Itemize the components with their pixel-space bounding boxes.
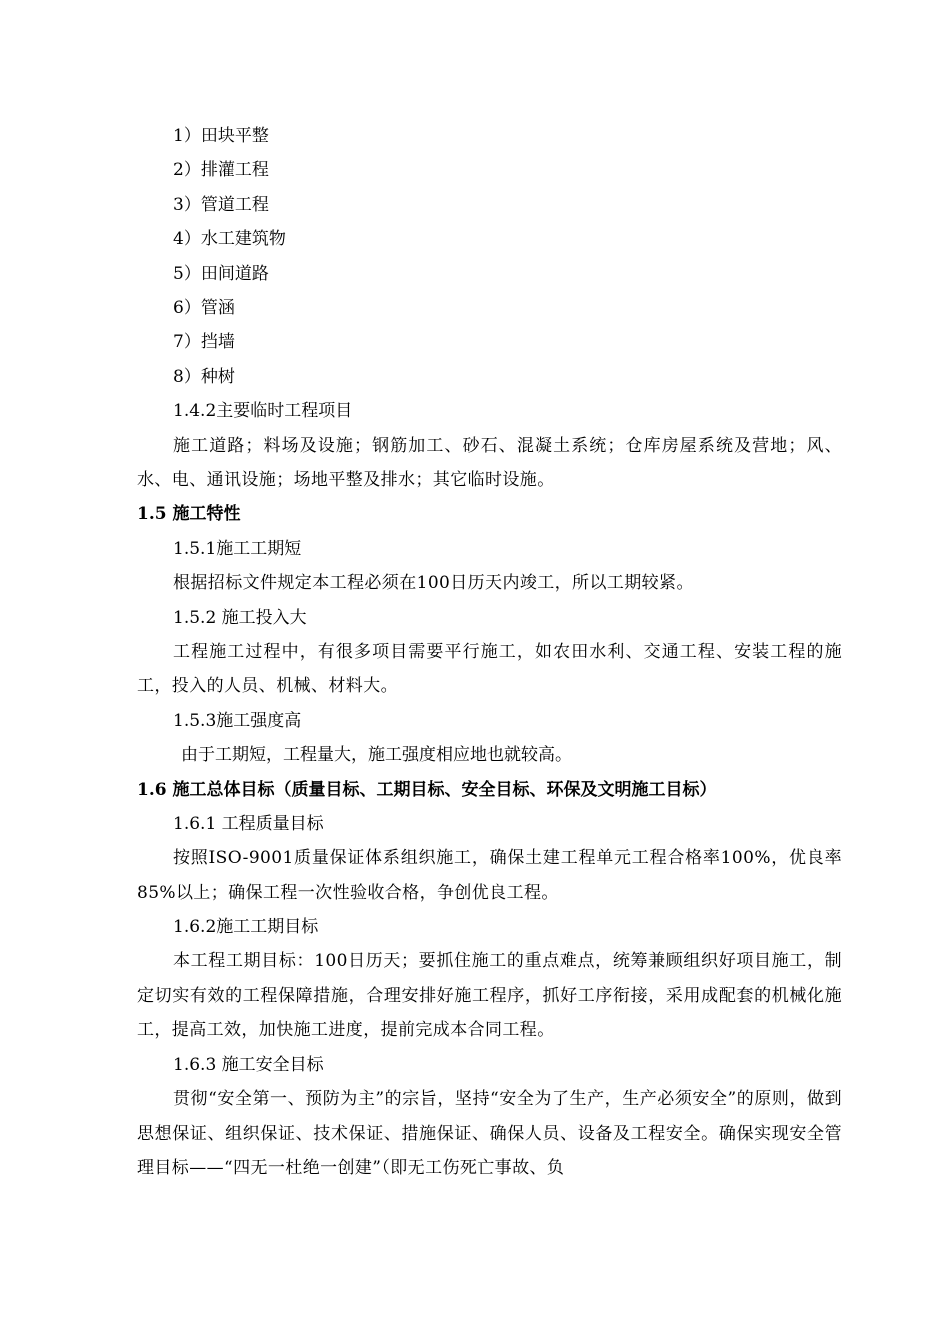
paragraph-temporary-works: 施工道路；料场及设施；钢筋加工、砂石、混凝土系统；仓库房屋系统及营地；风、水、电、通讯设施；场地平整及排水；其它临时设施。 [137,435,842,490]
paragraph-quality-goal: 按照ISO-9001质量保证体系组织施工，确保土建工程单元工程合格率100%，优良率85%以上；确保工程一次性验收合格，争创优良工程。 [137,848,842,903]
list-item: 3）管道工程 [173,194,269,215]
paragraph-schedule-goal: 本工程工期目标：100日历天；要抓住施工的重点难点，统筹兼顾组织好项目施工，制定切实有效的工程保障措施，合理安排好施工程序，抓好工序衔接，采用成配套的机械化施工，提高工效，加快施工进度，提前完成本合同工程。 [137,951,842,1041]
list-item: 7）挡墙 [173,332,235,353]
list-item: 2）排灌工程 [173,160,269,181]
list-item: 1）田块平整 [173,126,269,146]
subsection-title-1-4-2: 1.4.2主要临时工程项目 [173,401,353,422]
section-heading-1-6: 1.6 施工总体目标（质量目标、工期目标、安全目标、环保及文明施工目标） [137,779,717,800]
subsection-title-1-6-1: 1.6.1 工程质量目标 [173,813,324,834]
list-item: 8）种树 [173,366,235,387]
subsection-title-1-5-2: 1.5.2 施工投入大 [173,607,307,628]
paragraph-high-intensity: 由于工期短，工程量大，施工强度相应地也就较高。 [181,745,572,766]
subsection-title-1-6-3: 1.6.3 施工安全目标 [173,1054,324,1075]
subsection-title-1-5-3: 1.5.3施工强度高 [173,710,302,731]
section-heading-1-5: 1.5 施工特性 [137,504,241,525]
paragraph-safety-goal: 贯彻“安全第一、预防为主”的宗旨，坚持“安全为了生产，生产必须安全”的原则，做到思想保证、组织保证、技术保证、措施保证、确保人员、设备及工程安全。确保实现安全管理目标——“四无一杜绝一创建”（即无工伤死亡事故、负 [137,1089,842,1178]
list-item: 6）管涵 [173,297,235,318]
list-item: 5）田间道路 [173,263,269,284]
subsection-title-1-6-2: 1.6.2施工工期目标 [173,917,319,938]
document-page [137,119,842,1185]
subsection-title-1-5-1: 1.5.1施工工期短 [173,538,302,559]
paragraph-large-investment: 工程施工过程中，有很多项目需要平行施工，如农田水利、交通工程、安装工程的施工，投入的人员、机械、材料大。 [137,641,842,697]
list-item: 4）水工建筑物 [173,229,286,250]
paragraph-schedule-short: 根据招标文件规定本工程必须在100日历天内竣工，所以工期较紧。 [173,573,694,594]
